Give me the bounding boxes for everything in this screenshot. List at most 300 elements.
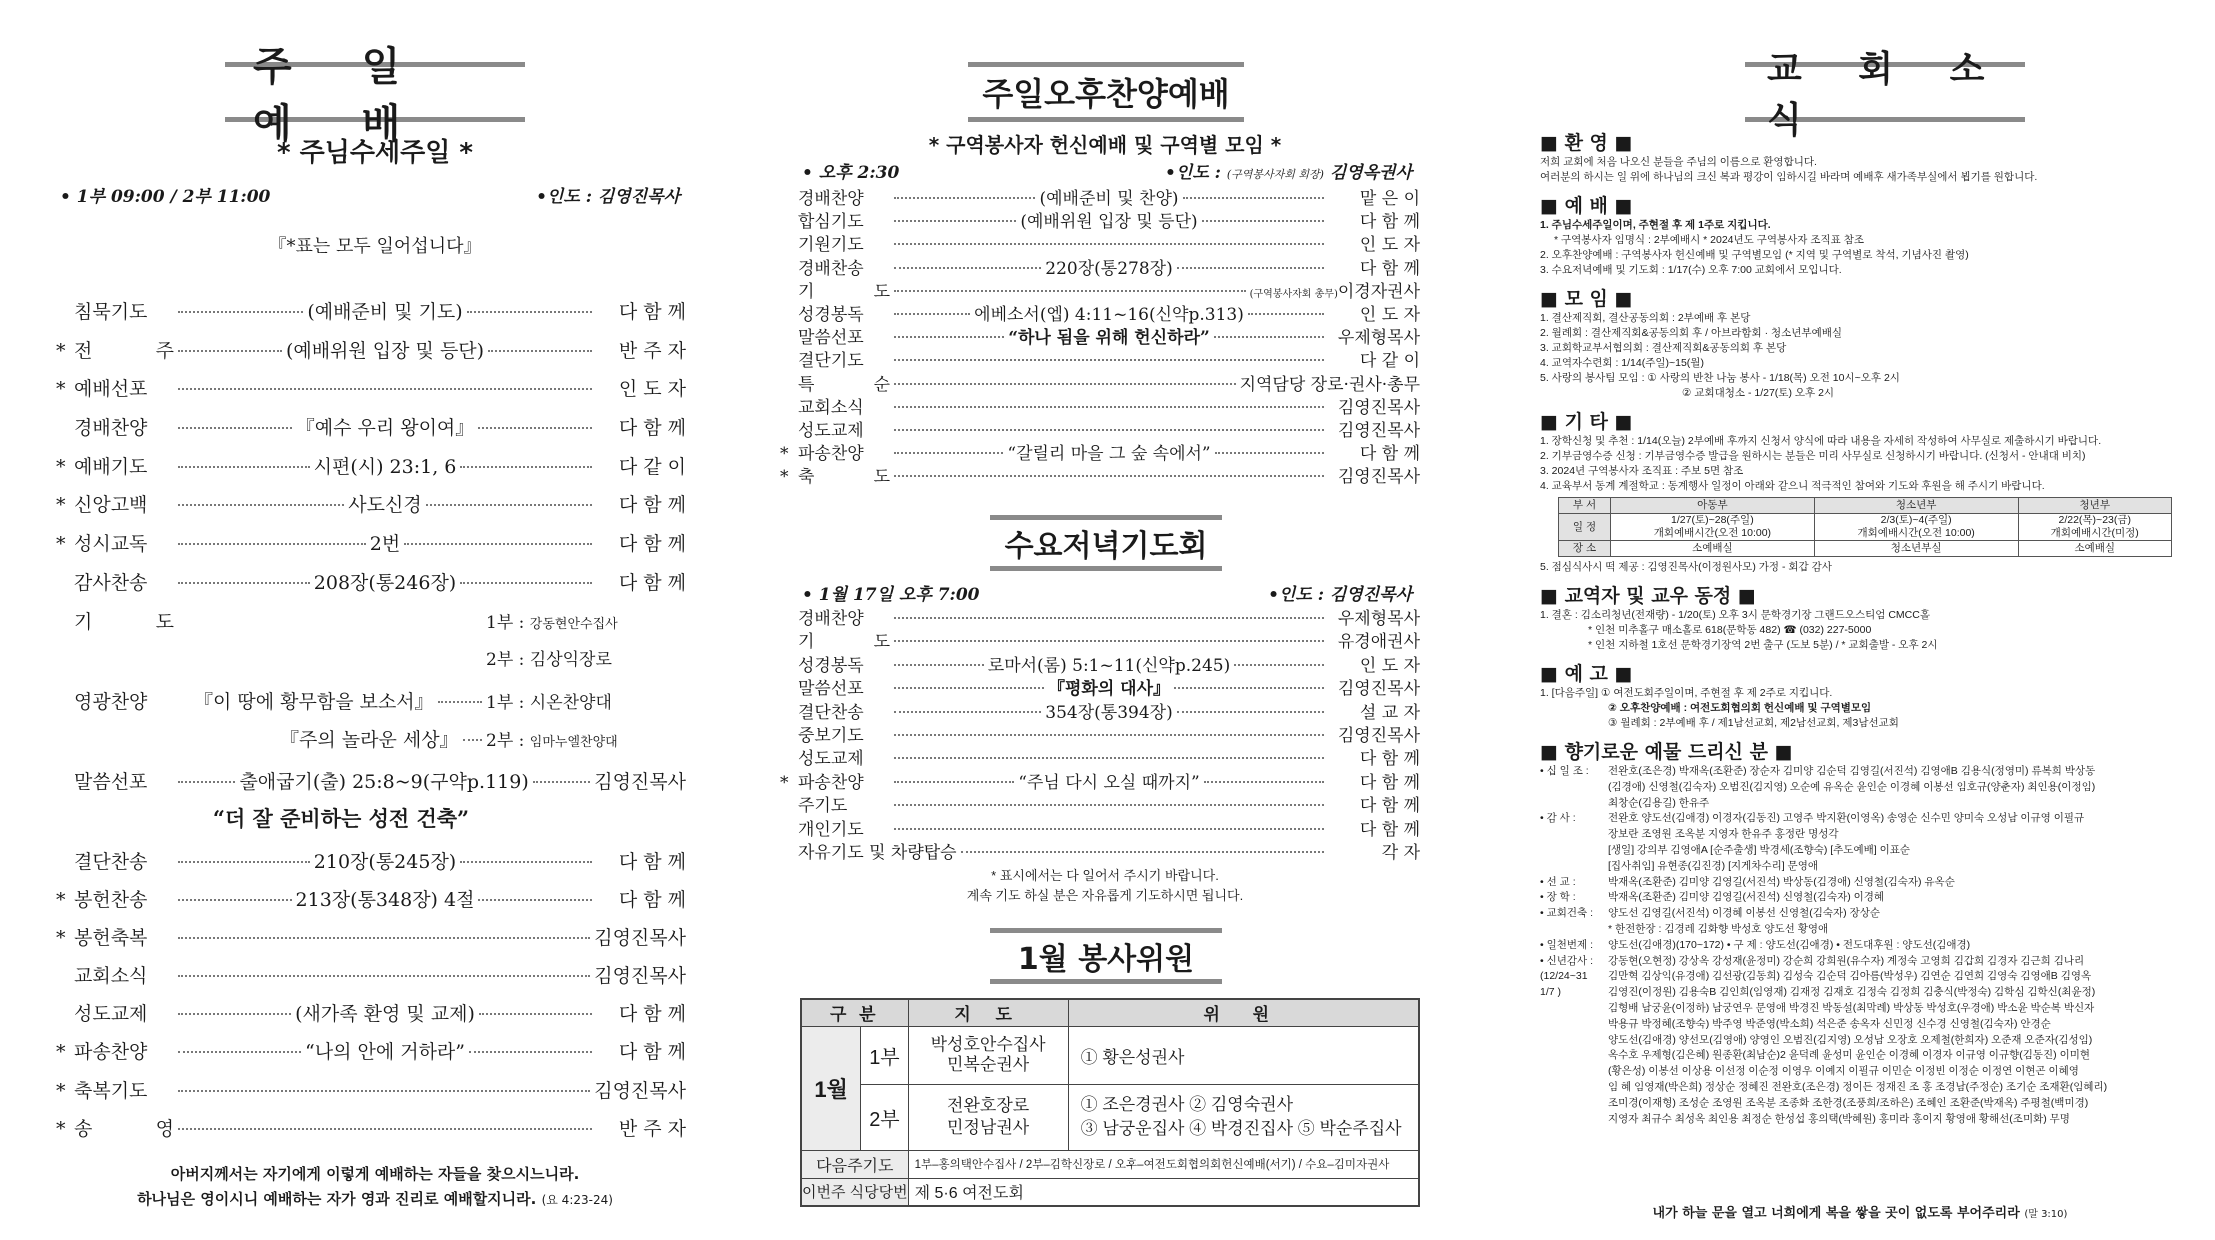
section-welcome: ■ 환 영 ■	[1540, 132, 1633, 154]
order-item-name: 결단찬송	[798, 702, 864, 723]
news-line: 1. 결산제직회, 결산공동의회 : 2부예배 후 본당	[1540, 312, 1751, 324]
offering-names: 양도선 김영길(서진석) 이경혜 이봉선 신영철(김숙자) 장상순	[1608, 907, 1881, 920]
news-line: 3. 2024년 구역봉사자 조직표 : 주보 5면 참조	[1540, 465, 1744, 477]
dot-leader	[469, 1051, 592, 1053]
offering-names: (김경애) 신영철(김숙자) 오범진(김지영) 오순예 유옥순 윤인순 이경혜 이봉선 임호규(양춘자) 최인용(이정임)	[1608, 780, 2096, 793]
dot-leader	[178, 311, 303, 313]
offering-names: 양도선(김애경) 양선모(김영애) 양영인 오범진(김지영) 오성남 오장호 오제철(한희자) 오준재 오준자(김성임)	[1608, 1033, 2093, 1046]
meal-duty-label: 이번주 식당당번	[801, 1178, 908, 1206]
sermon-title: “더 잘 준비하는 성전 건축”	[212, 805, 470, 831]
order-row	[780, 350, 1420, 373]
order-item-name: 주기도	[798, 796, 848, 817]
order-item-person: 다 함 께	[1359, 819, 1420, 840]
order-item-name: 봉헌찬송	[74, 888, 148, 911]
wednesday-leader: •인도 : 김영진목사	[1268, 585, 1412, 605]
order-item-detail: (예배위원 입장 및 등단)	[1020, 212, 1198, 233]
order-row	[56, 529, 686, 568]
dot-leader	[460, 861, 592, 863]
dot-leader	[178, 504, 344, 506]
stand-marker: *	[56, 378, 66, 401]
order-item-name: 경배찬양	[798, 189, 864, 209]
stand-marker: *	[56, 888, 66, 911]
order-item-person: 김영진목사	[1337, 420, 1420, 441]
order-item-name: 기 도	[798, 281, 890, 302]
order-item-person: 다 함 께	[618, 571, 686, 594]
order-item-name: 교회소식	[798, 397, 864, 418]
part-2-members-2: ③ 남궁운집사 ④ 박경진집사 ⑤ 박순주집사	[1080, 1119, 1402, 1138]
person-name: 이경자권사	[1337, 281, 1420, 302]
offering-names: 강동현(오현정) 강상옥 강성재(윤정미) 강순희 강희원(유수자) 계정숙 고영희 김갑희 김경자 김근희 김나리	[1608, 954, 2085, 967]
offering-category	[1540, 1096, 1608, 1112]
table-head-category: 구 분	[801, 999, 908, 1026]
prayer-2	[486, 645, 686, 670]
order-item-detail: 2번	[369, 533, 401, 556]
church-news-column	[1540, 0, 2190, 1240]
dot-leader	[460, 582, 592, 584]
wednesday-notes	[780, 866, 1430, 906]
table-head-leader: 지 도	[908, 999, 1068, 1026]
offering-row	[1540, 906, 2180, 922]
offering-row	[1540, 764, 2180, 780]
dot-leader	[467, 311, 592, 313]
dot-leader	[1215, 452, 1324, 454]
order-item-name: 파송찬양	[798, 772, 864, 793]
dot-leader	[178, 899, 292, 901]
standing-note: 『*표는 모두 일어섭니다』	[268, 236, 482, 257]
order-item-name: 합심기도	[798, 212, 864, 233]
order-item-name: 기원기도	[798, 235, 864, 256]
offering-row	[1540, 969, 2180, 985]
order-item-person: 다 함 께	[618, 533, 686, 556]
dot-leader	[178, 543, 366, 545]
order-item-person: 김영진목사	[594, 1079, 686, 1102]
order-row	[56, 568, 686, 607]
anthem-2	[486, 726, 686, 751]
prayer-1	[486, 608, 686, 633]
offering-category	[1540, 1033, 1608, 1049]
tbl-schedule-adult-date: 2/22(목)~23(금)	[2058, 514, 2132, 526]
order-row	[780, 819, 1420, 842]
order-item-detail: (예배위원 입장 및 등단)	[285, 339, 485, 362]
order-item-person: 김영진목사	[594, 926, 686, 949]
tbl-head-young-adult: 청년부	[2018, 498, 2172, 514]
order-item-name: 성경봉독	[798, 655, 864, 676]
order-item-name: 자유기도 및 차량탑승	[798, 842, 957, 863]
volunteers-title: 1월 봉사위원	[990, 928, 1222, 984]
order-item-person: 다 함 께	[618, 494, 686, 517]
prayer-1-name: 강동현안수집사	[529, 616, 618, 632]
order-row	[56, 413, 686, 452]
order-item-name: 축 도	[798, 467, 890, 488]
order-item-detail: 시편(시) 23:1, 6	[313, 455, 457, 478]
sermon-preacher: 김영진목사	[594, 770, 686, 793]
offering-category: • 신년감사 :	[1540, 954, 1593, 967]
news-line: 1. 장학신청 및 추천 : 1/14(오늘) 2부예배 후까지 신청서 양식에 따라 내용을 자세히 작성하여 사무실로 제출하시기 바랍니다.	[1540, 435, 2102, 447]
order-item-person: 다 함 께	[618, 850, 686, 873]
order-item-detail: (새가족 환영 및 교제)	[295, 1003, 475, 1026]
order-item-person: 설 교 자	[1359, 702, 1420, 723]
offering-row	[1540, 922, 2180, 938]
sunday-subtitle: * 주님수세주일 *	[277, 138, 473, 168]
order-item-person: 반 주 자	[618, 1117, 686, 1140]
dot-leader	[1183, 197, 1324, 199]
wednesday-note-1: * 표시에서는 다 일어서 주시기 바랍니다.	[991, 868, 1219, 883]
stand-marker: *	[56, 1079, 66, 1102]
news-line: 2. 월례회 : 결산제직회&공동의회 후 / 아브라함회 · 청소년부예배실	[1540, 327, 1843, 339]
anthem-2-choir: 임마누엘찬양대	[529, 734, 618, 750]
stand-marker: *	[780, 467, 789, 488]
dot-leader	[178, 975, 590, 977]
order-item-person: 맡 은 이	[1359, 189, 1420, 209]
offering-names: 박재옥(조환준) 김미양 김영길(서진석) 박상동(김경애) 신영철(김숙자) 유옥순	[1608, 875, 1955, 888]
part-2-members-1: ① 조은경권사 ② 김영숙권사	[1080, 1095, 1293, 1114]
order-item-name: 경배찬양	[798, 609, 864, 629]
order-item-person: 김영진목사	[1337, 725, 1420, 746]
order-item-name: 봉헌축복	[74, 926, 148, 949]
welcome-line-2: 여러분의 하시는 일 위에 하나님의 크신 복과 평강이 임하시길 바라며 예배후 새가족부실에서 뵙기를 원합니다.	[1540, 171, 2038, 183]
order-item-person: 김영진목사	[1337, 679, 1420, 700]
order-row	[780, 608, 1420, 631]
afternoon-subtitle: * 구역봉사자 헌신예배 및 구역별 모임 *	[928, 133, 1282, 157]
offering-names: [집사취임] 유현종(김진경) [지게차수리] 문영애	[1608, 859, 1818, 872]
order-item-person: 각 자	[1381, 842, 1420, 863]
offering-row	[1540, 954, 2180, 970]
order-row	[56, 336, 686, 375]
service-leader: •인도 : 김영진목사	[536, 187, 680, 207]
dot-leader	[178, 388, 592, 390]
order-row	[780, 443, 1420, 466]
service-time: • 1부 09:00 / 2부 11:00	[60, 187, 271, 207]
church-news-title: 교 회 소 식	[1745, 62, 2025, 122]
sunday-order-list	[56, 297, 686, 1152]
order-row	[780, 748, 1420, 771]
order-row	[780, 466, 1420, 489]
closing-verse	[50, 1162, 700, 1213]
prayer-2-name: 김상익장로	[529, 649, 612, 670]
offering-category	[1540, 859, 1608, 875]
tbl-head-children: 아동부	[1611, 498, 1815, 514]
order-row	[780, 725, 1420, 748]
other-line-5: 5. 점심식사시 떡 제공 : 김영진목사(이정원사모) 가정 - 회갑 감사	[1540, 561, 1832, 573]
order-row	[56, 374, 686, 413]
dot-leader	[894, 383, 1236, 385]
order-item-name: 성시교독	[74, 533, 148, 556]
order-row	[780, 397, 1420, 420]
order-item-name: 경배찬양	[74, 417, 148, 440]
offering-row	[1540, 796, 2180, 812]
worship-line-3: 3. 수요저녁예배 및 기도회 : 1/17(수) 오후 7:00 교회에서 모입니다.	[1540, 264, 1842, 276]
order-row	[56, 297, 686, 336]
winter-school-table	[1558, 497, 2172, 557]
order-item-detail: (예배준비 및 기도)	[307, 301, 463, 323]
dot-leader	[178, 1013, 291, 1015]
dot-leader	[894, 452, 1003, 454]
offering-row	[1540, 843, 2180, 859]
order-item-name: 경배찬송	[798, 258, 864, 279]
offering-row	[1540, 1001, 2180, 1017]
part-2-leader-2: 민정남권사	[947, 1118, 1030, 1137]
order-item-detail: 에베소서(엡) 4:11~16(신약p.313)	[974, 304, 1244, 325]
dot-leader	[460, 466, 592, 468]
order-row	[780, 304, 1420, 327]
order-item-name: 감사찬송	[74, 571, 148, 594]
offering-row	[1540, 1112, 2180, 1128]
order-item-person: 다 함 께	[1359, 212, 1420, 233]
tbl-place-youth: 청소년부실	[1814, 541, 2018, 557]
order-row	[780, 420, 1420, 443]
dot-leader	[894, 359, 1324, 361]
verse-line-2: 하나님은 영이시니 예배하는 자가 영과 진리로 예배할지니라.	[137, 1190, 537, 1208]
offering-names: 지영자 최규수 최성옥 최인용 최정순 한성섭 홍의택(박혜원) 홍미라 홍이지 황영애 황해선(조미화) 무명	[1608, 1112, 2070, 1125]
part-label: 1부 :	[486, 692, 525, 713]
order-item-detail: 로마서(롬) 5:1~11(신약p.245)	[987, 655, 1231, 676]
order-row	[56, 885, 686, 923]
person-note: (구역봉사자회 총무)	[1249, 288, 1338, 300]
dot-leader	[1234, 664, 1324, 666]
anthem-1-title: 『이 땅에 황무함을 보소서』	[194, 690, 434, 713]
order-row	[780, 188, 1420, 211]
offering-row	[1540, 859, 2180, 875]
order-item-person: 반 주 자	[618, 339, 686, 362]
order-item-name: 예배기도	[74, 455, 148, 478]
anthem-label: 영광찬양	[74, 690, 148, 713]
dot-leader	[894, 828, 1324, 830]
order-item-detail: (예배준비 및 찬양)	[1039, 189, 1179, 209]
order-item-detail: “갈릴리 마을 그 숲 속에서”	[1007, 444, 1211, 465]
offering-category: • 감 사 :	[1540, 812, 1576, 825]
dot-leader	[894, 781, 1014, 783]
order-item-person: 우제형목사	[1337, 609, 1420, 629]
order-row	[780, 374, 1420, 397]
dot-leader	[1204, 781, 1324, 783]
offering-names: 양도선(김애경)(170~172) • 구 제 : 양도선(김애경) • 전도대후원 : 양도선(김애경)	[1608, 938, 1971, 951]
worship-line-1b: * 구역봉사자 임명식 : 2부예배시 * 2024년도 구역봉사자 조직표 참조	[1554, 234, 1864, 246]
offering-row	[1540, 827, 2180, 843]
dot-leader	[961, 851, 1324, 853]
offering-names: 전완호 양도선(김애경) 이경자(김동진) 고영주 박지환(이영옥) 송영순 신수민 양미숙 오성남 이규영 이필규	[1608, 812, 2085, 825]
offering-row	[1540, 1033, 2180, 1049]
welcome-line-1: 저희 교회에 처음 나오신 분들을 주님의 이름으로 환영합니다.	[1540, 156, 1817, 168]
preview-line-3: ③ 월례회 : 2부예배 후 / 제1남선교회, 제2남선교회, 제3남선교회	[1608, 717, 1899, 729]
order-item-person: 인 도 자	[1359, 235, 1420, 256]
order-row	[56, 1114, 686, 1152]
offering-row	[1540, 1048, 2180, 1064]
order-item-person: 다 함 께	[618, 1041, 686, 1064]
offering-names: 옥수호 우제형(김은혜) 원종환(최남순)2 윤덕례 윤성미 윤인순 이경혜 이경자 이규영 이규향(김동진) 이미현	[1608, 1049, 2090, 1062]
wednesday-order-list	[780, 608, 1420, 865]
order-item-person: 다 같 이	[618, 455, 686, 478]
news-line: 4. 교역자수련회 : 1/14(주일)~15(월)	[1540, 357, 1704, 369]
tbl-head-dept: 부 서	[1559, 498, 1611, 514]
offering-row	[1540, 890, 2180, 906]
news-line: 2. 기부금영수증 신청 : 기부금영수증 발급을 원하시는 분들은 미리 사무실로 신청하시기 바랍니다. (신청서 - 안내대 비치)	[1540, 450, 2086, 462]
offering-row	[1540, 875, 2180, 891]
order-item-person: 다 함 께	[618, 888, 686, 911]
afternoon-time: • 오후 2:30	[802, 163, 900, 183]
part-1-leader-2: 민복순권사	[947, 1055, 1030, 1074]
news-line: 5. 사랑의 봉사팀 모임 : ① 사랑의 반찬 나눔 봉사 - 1/18(목) 오전 10시~오후 2시	[1540, 372, 1900, 384]
offering-names: 조미경(이재형) 조성순 조영원 조옥분 조종화 조한경(조풍희/조하은) 조혜인 조환준(박재옥) 주평철(백미경)	[1608, 1096, 2089, 1109]
order-item-person: 다 함 께	[1359, 796, 1420, 817]
afternoon-worship-column	[780, 0, 1430, 1240]
offering-names: 임 혜 임영재(박은희) 정상순 정혜진 전완호(조은경) 정이든 정재진 조 홍 조경남(주정순) 조기순 조재환(임혜리)	[1608, 1080, 2108, 1093]
stand-marker: *	[56, 926, 66, 949]
order-item-detail: “주님 다시 오실 때까지”	[1018, 772, 1200, 793]
offering-names: 김형배 남궁윤(이정하) 남궁연우 문영애 박경진 박동설(최막례) 박상동 박성호(우경애) 박소윤 박순복 박신자	[1608, 1001, 2095, 1014]
order-item-detail: 사도신경	[348, 494, 422, 517]
closing-verse-2	[1540, 1202, 2180, 1221]
order-item-name: 신앙고백	[74, 494, 148, 517]
offering-row	[1540, 985, 2180, 1001]
order-item-person: 김영진목사	[594, 965, 686, 988]
offering-category	[1540, 796, 1608, 812]
dot-leader	[178, 1090, 590, 1092]
tbl-schedule-adult-time: 개회예배시간(미정)	[2050, 527, 2139, 539]
month-cell: 1월	[801, 1026, 861, 1150]
dot-leader	[894, 757, 1324, 759]
dot-leader	[894, 734, 1324, 736]
dot-leader	[178, 427, 292, 429]
dot-leader	[178, 937, 590, 939]
dot-leader	[894, 290, 1246, 292]
order-item-person: 유경애권사	[1337, 632, 1420, 653]
dot-leader	[488, 350, 592, 352]
order-row	[56, 490, 686, 529]
offering-category: (12/24~31	[1540, 970, 1588, 983]
tbl-place-label: 장 소	[1559, 541, 1611, 557]
order-item-detail: “하나 됨을 위해 헌신하라”	[1008, 328, 1210, 349]
stand-marker: *	[780, 772, 789, 793]
order-item-person: 인 도 자	[1359, 304, 1420, 325]
order-item-detail: 208장(통246장)	[313, 571, 457, 594]
meeting-line-5b: ② 교회대청소 - 1/27(토) 오후 2시	[1682, 387, 1835, 399]
order-item-name: 파송찬양	[798, 444, 864, 465]
part-1-leader-1: 박성호안수집사	[930, 1035, 1046, 1054]
afternoon-order-list	[780, 188, 1420, 489]
wednesday-time: • 1월 17일 오후 7:00	[802, 585, 980, 605]
anthem-2-title: 『주의 놀라운 세상』	[280, 728, 459, 751]
offering-category: • 선 교 :	[1540, 875, 1576, 888]
order-item-person: 다 함 께	[1359, 258, 1420, 279]
part-label: 2부 :	[486, 730, 525, 751]
order-row	[780, 258, 1420, 281]
order-item-person: 다 함 께	[1359, 444, 1420, 465]
offering-category	[1540, 1001, 1608, 1017]
dot-leader	[478, 427, 592, 429]
stand-marker: *	[780, 444, 789, 465]
dot-leader	[1177, 267, 1324, 269]
order-row	[56, 999, 686, 1037]
order-item-name: 성도교제	[798, 420, 864, 441]
offering-category: 1/7 )	[1540, 986, 1562, 999]
offering-category: • 장 학 :	[1540, 891, 1576, 904]
dot-leader	[894, 243, 1324, 245]
order-item-person: 인 도 자	[1359, 655, 1420, 676]
news-body	[1540, 122, 2180, 1127]
dot-leader	[1174, 687, 1324, 689]
offering-names: 전완호(조은경) 박재옥(조환준) 장순자 김미양 김순덕 김영길(서진석) 김영애B 김용식(정영미) 류복희 박상동	[1608, 765, 2096, 777]
news-line-2: * 인천 미추홀구 매소홀로 618(문학동 482) ☎ (032) 227-5000	[1588, 624, 1872, 636]
order-row	[780, 327, 1420, 350]
order-row	[780, 772, 1420, 795]
tbl-schedule-children-date: 1/27(토)~28(주일)	[1671, 514, 1754, 526]
part-2-leader-1: 전완호장로	[947, 1096, 1030, 1115]
stand-marker: *	[56, 339, 66, 362]
order-row	[780, 795, 1420, 818]
dot-leader	[894, 640, 1324, 642]
order-row	[780, 211, 1420, 234]
section-worship: ■ 예 배 ■	[1540, 195, 1633, 217]
order-item-person: 다 함 께	[1359, 772, 1420, 793]
dot-leader	[1248, 313, 1324, 315]
offering-names: 김만혁 김상익(유경애) 김선광(김동희) 김성숙 김순덕 김아름(박성우) 김연순 김연희 김영숙 김영애B 김영옥	[1608, 970, 2092, 983]
afternoon-worship-title: 주일오후찬양예배	[968, 62, 1244, 122]
stand-marker: *	[56, 1117, 66, 1140]
dot-leader	[894, 804, 1324, 806]
offering-row	[1540, 1017, 2180, 1033]
wednesday-title: 수요저녁기도회	[990, 515, 1222, 571]
offering-names: * 한전한장 : 김경레 김화향 박성호 양도선 황영애	[1608, 922, 1829, 935]
order-item-name: 파송찬양	[74, 1041, 148, 1064]
verse-ref: (요 4:23-24)	[541, 1193, 613, 1207]
order-item-detail: 213장(통348장) 4절	[295, 888, 475, 911]
verse-ref-2: (말 3:10)	[2024, 1209, 2068, 1220]
offering-category	[1540, 1017, 1608, 1033]
dot-leader	[1177, 711, 1324, 713]
preview-line-1: 1. [다음주일] ① 여전도회주일이며, 주현절 후 제 2주로 지킵니다.	[1540, 687, 1833, 699]
order-item-name: 성도교제	[74, 1003, 148, 1026]
offering-category: • 일천번제 :	[1540, 938, 1593, 951]
order-item-detail: 354장(통394장)	[1045, 702, 1173, 723]
order-item-person: 우제형목사	[1337, 328, 1420, 349]
order-item-name: 교회소식	[74, 965, 148, 988]
sermon-passage: 출애굽기(출) 25:8~9(구약p.119)	[239, 770, 529, 793]
offering-row	[1540, 938, 2180, 954]
next-prayer-label: 다음주기도	[801, 1150, 908, 1178]
order-item-name: 말씀선포	[798, 679, 864, 700]
offering-category	[1540, 827, 1608, 843]
dot-leader	[894, 475, 1324, 477]
part-label: 2부 :	[486, 649, 525, 670]
part-1-cell: 1부	[861, 1026, 908, 1084]
order-item-detail: 210장(통245장)	[313, 850, 457, 873]
offering-row	[1540, 811, 2180, 827]
volunteers-table	[800, 998, 1420, 1207]
tbl-head-youth: 청소년부	[1814, 498, 2018, 514]
order-item-name: 침묵기도	[74, 301, 148, 323]
offering-category	[1540, 1048, 1608, 1064]
preview-line-2: ② 오후찬양예배 : 여전도회협의회 헌신예배 및 구역별모임	[1608, 702, 1872, 714]
section-meetings: ■ 모 임 ■	[1540, 288, 1633, 310]
dot-leader	[894, 267, 1041, 269]
dot-leader	[894, 687, 1044, 689]
offering-category	[1540, 1080, 1608, 1096]
table-head-members: 위 원	[1068, 999, 1419, 1026]
verse-line-1: 아버지께서는 자기에게 이렇게 예배하는 자들을 찾으시느니라.	[170, 1165, 580, 1183]
order-item-name: 특 순	[798, 374, 890, 395]
dot-leader	[1214, 336, 1324, 338]
offering-category	[1540, 843, 1608, 859]
part-2-cell: 2부	[861, 1084, 908, 1150]
offering-names: 장보란 조영원 조옥분 지영자 한유주 홍정란 명성각	[1608, 828, 1839, 841]
order-item-name: 개인기도	[798, 819, 864, 840]
dot-leader	[894, 711, 1041, 713]
order-row	[56, 452, 686, 491]
order-row	[780, 281, 1420, 304]
order-row	[780, 631, 1420, 654]
tbl-schedule-children-time: 개회예배시간(오전 10:00)	[1653, 527, 1772, 539]
order-item-person: 다 함 께	[1359, 749, 1420, 770]
